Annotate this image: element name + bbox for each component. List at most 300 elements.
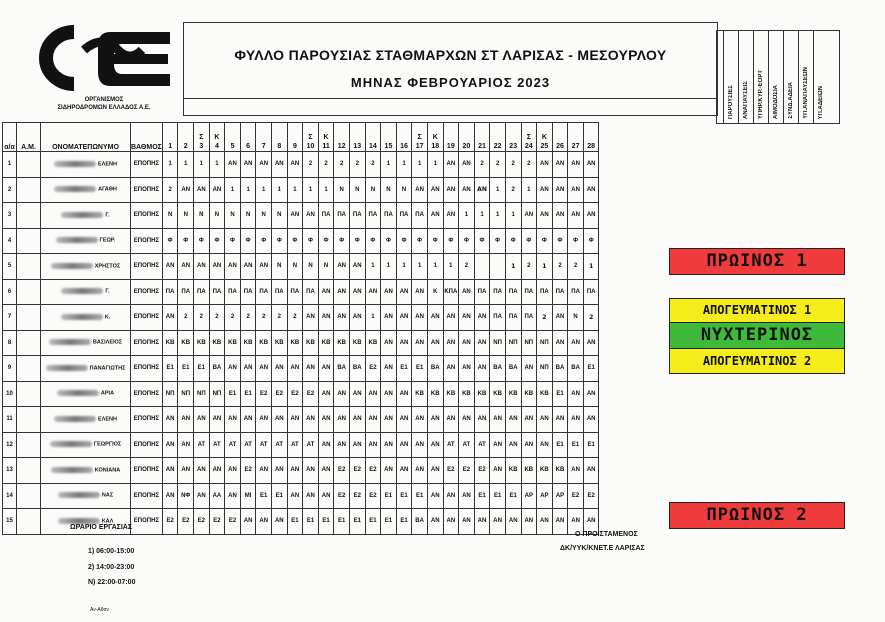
shift-cell: ΑΤ	[225, 432, 241, 458]
shift-cell: ΑΝ	[256, 356, 272, 382]
summary-col-label: ΥΠΗΡ.ΚΥΡ.-ΕΟΡΤ	[758, 69, 764, 119]
col-header-day	[505, 123, 521, 152]
shift-cell: ΚΒ	[178, 330, 194, 356]
shift-cell: ΑΝ	[412, 305, 428, 331]
shift-cell: ΑΝ	[412, 458, 428, 484]
shift-cell: ΠΑ	[381, 203, 397, 229]
shift-cell: Ν	[178, 203, 194, 229]
shift-cell: ΑΝ	[272, 152, 288, 178]
shift-cell: ΒΑ	[209, 356, 225, 382]
shift-cell: ΑΤ	[459, 432, 475, 458]
shift-cell: ΑΝ	[303, 458, 319, 484]
sheet-title: ΦΥΛΛΟ ΠΑΡΟΥΣΙΑΣ ΣΤΑΘΜΑΡΧΩΝ ΣΤ ΛΑΡΙΣΑΣ - ΜΕΣΟΥΡΛΟΥ	[234, 47, 667, 63]
redacted-name-blur	[46, 365, 88, 371]
day-number: 23	[509, 143, 518, 150]
shift-cell: ΒΑ	[490, 356, 506, 382]
shift-cell: Ε2	[303, 381, 319, 407]
shift-cell: 1	[490, 177, 506, 203]
shift-cell: Ε1	[474, 483, 490, 509]
ose-logo-icon	[22, 24, 172, 92]
shift-cell: ΑΝ	[240, 356, 256, 382]
shift-cell: ΑΝ	[256, 152, 272, 178]
shift-cell: ΑΝ	[412, 432, 428, 458]
shift-cell: 1	[583, 254, 599, 280]
shift-cell: ΑΝ	[568, 458, 584, 484]
redacted-name-blur	[61, 314, 103, 320]
shift-cell: ΑΝ	[427, 483, 443, 509]
shift-cell: ΑΡ	[552, 483, 568, 509]
shift-cell: 2	[537, 305, 553, 331]
shift-cell: ΠΑ	[162, 279, 178, 305]
shift-cell: ΚΒ	[490, 381, 506, 407]
shift-cell: Ε1	[303, 509, 319, 535]
shift-cell: ΑΝ	[272, 509, 288, 535]
day-number: 12	[337, 143, 346, 150]
shift-cell: ΑΝ	[381, 279, 397, 305]
shift-cell: ΑΝ	[365, 407, 381, 433]
shift-cell: ΑΝ	[552, 330, 568, 356]
day-number: 28	[587, 143, 596, 150]
table-row	[3, 381, 599, 407]
col-header-day	[412, 123, 428, 152]
hours-shift-1: 1) 06:00-15:00	[88, 548, 135, 555]
row-name	[41, 228, 131, 254]
shift-cell: ΑΝ	[552, 305, 568, 331]
shift-cell: ΚΒ	[521, 458, 537, 484]
shift-cell: ΑΝ	[583, 458, 599, 484]
shift-cell: Φ	[412, 228, 428, 254]
shift-cell: Ε1	[412, 483, 428, 509]
shift-cell: ΑΝ	[225, 254, 241, 280]
shift-cell: ΑΝ	[287, 483, 303, 509]
col-header-day	[194, 123, 210, 152]
table-row	[3, 152, 599, 178]
shift-cell: Φ	[194, 228, 210, 254]
shift-cell: 1	[459, 203, 475, 229]
shift-cell: ΑΝ	[272, 356, 288, 382]
shift-cell: ΑΝ	[287, 152, 303, 178]
shift-cell: 1	[194, 152, 210, 178]
row-rank: ΕΠΟΠΗΣ	[131, 152, 163, 178]
day-mark: Σ	[417, 134, 422, 141]
table-row	[3, 483, 599, 509]
table-row	[3, 203, 599, 229]
head-title: Ο ΠΡΟΙΣΤΑΜΕΝΟΣ	[575, 531, 638, 538]
col-header-day	[334, 123, 350, 152]
row-name	[41, 305, 131, 331]
shift-cell: ΑΝ	[396, 407, 412, 433]
shift-cell: Φ	[225, 228, 241, 254]
shift-cell: Ε2	[209, 509, 225, 535]
shift-cell: ΑΝ	[521, 509, 537, 535]
shift-cell: Ε2	[349, 458, 365, 484]
day-number: 3	[199, 143, 204, 150]
row-name-text: ΧΡΗΣΤΟΣ	[94, 263, 121, 270]
shift-cell: ΚΒ	[552, 458, 568, 484]
row-am	[17, 483, 41, 509]
shift-cell: ΑΝ	[474, 305, 490, 331]
shift-cell: Ν	[272, 203, 288, 229]
row-rank: ΕΠΟΠΗΣ	[131, 203, 163, 229]
shift-cell: ΑΝ	[583, 407, 599, 433]
shift-cell: ΑΝ	[194, 483, 210, 509]
shift-cell: Ε1	[552, 432, 568, 458]
shift-cell: ΑΝ	[552, 407, 568, 433]
shift-cell: Ν	[396, 177, 412, 203]
shift-cell: 2	[583, 305, 599, 331]
row-number: 3	[3, 203, 17, 229]
shift-cell: ΑΝ	[178, 432, 194, 458]
row-name	[41, 330, 131, 356]
shift-cell: ΑΝ	[427, 407, 443, 433]
shift-cell: 1	[365, 305, 381, 331]
shift-cell: ΑΝ	[412, 407, 428, 433]
shift-cell: ΒΑ	[427, 356, 443, 382]
shift-cell: ΑΝ	[381, 458, 397, 484]
table-row	[3, 177, 599, 203]
summary-col-label: ΑΙΜΟΔΟΣΙΑ	[773, 85, 779, 119]
shift-cell: ΑΝ	[474, 407, 490, 433]
shift-cell: ΑΝ	[537, 432, 553, 458]
shift-cell: ΑΝ	[443, 203, 459, 229]
shift-cell: ΑΝ	[303, 305, 319, 331]
row-number: 13	[3, 458, 17, 484]
row-name	[41, 381, 131, 407]
shift-cell: Ε1	[381, 483, 397, 509]
row-name-text: ΠΑΝΑΓΙΩΤΗΣ	[89, 365, 126, 372]
day-number: 2	[183, 143, 188, 150]
row-name-text: ΕΛΕΝΗ	[98, 416, 117, 423]
shift-cell: ΑΝ	[334, 254, 350, 280]
redacted-name-blur	[61, 212, 103, 218]
shift-cell: 2	[349, 152, 365, 178]
shift-cell: ΑΝ	[225, 152, 241, 178]
shift-cell: ΑΝ	[381, 381, 397, 407]
shift-cell: ΑΝ	[381, 432, 397, 458]
shift-cell: Φ	[209, 228, 225, 254]
row-number: 9	[3, 356, 17, 382]
row-name-text: ΑΓΑΘΗ	[98, 187, 117, 194]
summary-header	[716, 30, 840, 124]
shift-cell: Φ	[365, 228, 381, 254]
shift-cell: 1	[240, 177, 256, 203]
shift-cell: ΑΤ	[256, 432, 272, 458]
shift-cell: 1	[365, 254, 381, 280]
shift-cell: ΑΝ	[568, 152, 584, 178]
shift-cell: ΑΝ	[490, 509, 506, 535]
head-department: ΔΚ/ΥΥΚ/ΚΝΕΤ.Ε ΛΑΡΙΣΑΣ	[560, 545, 645, 552]
shift-cell: Ε1	[365, 509, 381, 535]
shift-cell: Ε2	[194, 509, 210, 535]
col-header-day	[349, 123, 365, 152]
shift-cell: Ν	[349, 177, 365, 203]
shift-cell: ΠΑ	[412, 203, 428, 229]
shift-cell: ΒΑ	[505, 356, 521, 382]
day-number: 8	[277, 143, 282, 150]
shift-cell: ΠΑ	[178, 279, 194, 305]
shift-cell: ΑΝ	[396, 458, 412, 484]
shift-cell: Φ	[521, 228, 537, 254]
redacted-name-blur	[49, 339, 91, 345]
summary-col	[798, 31, 814, 123]
shift-cell: ΑΝ	[521, 356, 537, 382]
shift-cell: ΑΝ	[334, 279, 350, 305]
summary-col-label: ΥΠ.ΑΝΑΠΑΥΣΕΩΝ	[803, 67, 809, 119]
row-number: 8	[3, 330, 17, 356]
row-name	[41, 483, 131, 509]
shift-cell: ΑΝ	[412, 177, 428, 203]
shift-cell: ΜΙ	[240, 483, 256, 509]
shift-cell: ΑΤ	[443, 432, 459, 458]
row-rank: ΕΠΟΠΗΣ	[131, 381, 163, 407]
col-header-day	[537, 123, 553, 152]
shift-cell: ΝΠ	[490, 330, 506, 356]
day-number: 25	[540, 143, 549, 150]
hours-title: ΩΡΑΡΙΟ ΕΡΓΑΣΙΑΣ	[70, 524, 133, 531]
shift-cell: 1	[225, 177, 241, 203]
shift-cell: Φ	[396, 228, 412, 254]
shift-cell: ΑΝ	[583, 152, 599, 178]
row-number: 14	[3, 483, 17, 509]
shift-cell: ΠΑ	[287, 279, 303, 305]
shift-cell: ΑΑ	[209, 483, 225, 509]
redacted-name-blur	[51, 467, 93, 473]
row-name-text: ΕΛΕΝΗ	[98, 161, 117, 168]
day-mark: Σ	[308, 134, 313, 141]
shift-cell: ΑΝ	[490, 458, 506, 484]
shift-cell: ΑΝ	[474, 177, 490, 203]
shift-cell: 1	[521, 177, 537, 203]
row-number: 4	[3, 228, 17, 254]
shift-cell: Φ	[272, 228, 288, 254]
shift-cell: Ε1	[225, 381, 241, 407]
shift-cell: 1	[381, 254, 397, 280]
shift-cell: ΑΝ	[583, 177, 599, 203]
shift-cell: ΑΝ	[334, 432, 350, 458]
col-header-day	[427, 123, 443, 152]
day-number: 27	[571, 143, 580, 150]
shift-cell: ΑΝ	[349, 407, 365, 433]
row-am	[17, 381, 41, 407]
shift-cell: Ε1	[552, 381, 568, 407]
row-rank: ΕΠΟΠΗΣ	[131, 254, 163, 280]
shift-cell: ΑΝ	[303, 203, 319, 229]
shift-cell: ΝΠ	[178, 381, 194, 407]
shift-cell: Φ	[256, 228, 272, 254]
shift-cell: ΑΝ	[459, 356, 475, 382]
shift-cell: ΑΝ	[256, 254, 272, 280]
shift-cell: 1	[412, 254, 428, 280]
day-number: 20	[462, 143, 471, 150]
org-line1: ΟΡΓΑΝΙΣΜΟΣ	[84, 97, 124, 103]
shift-cell: ΑΝ	[365, 381, 381, 407]
redacted-name-blur	[50, 441, 92, 447]
shift-cell: ΑΝ	[583, 381, 599, 407]
row-am	[17, 203, 41, 229]
shift-cell: Ε2	[178, 509, 194, 535]
shift-cell: Φ	[287, 228, 303, 254]
shift-cell: 2	[334, 152, 350, 178]
shift-cell: ΑΝ	[162, 432, 178, 458]
shift-cell: ΑΝ	[427, 203, 443, 229]
shift-cell: ΑΝ	[537, 509, 553, 535]
shift-label-morning1: ΠΡΩΙΝΟΣ 1	[669, 248, 845, 275]
shift-cell: Φ	[178, 228, 194, 254]
shift-cell: 1	[396, 254, 412, 280]
shift-cell: ΑΝ	[474, 330, 490, 356]
shift-cell: ΠΑ	[396, 203, 412, 229]
shift-cell: ΒΑ	[412, 509, 428, 535]
shift-cell: ΚΒ	[349, 330, 365, 356]
row-number: 7	[3, 305, 17, 331]
shift-cell: ΠΑ	[568, 279, 584, 305]
shift-cell: ΑΤ	[209, 432, 225, 458]
col-header-day	[256, 123, 272, 152]
summary-col-label: ΣΥΝΔ.ΑΔΕΙΑ	[788, 82, 794, 119]
col-header-rank: ΒΑΘΜΟΣ	[131, 123, 163, 152]
shift-cell: Ε1	[490, 483, 506, 509]
col-header-day	[240, 123, 256, 152]
shift-cell: ΠΑ	[505, 305, 521, 331]
summary-col-label: ΥΠ.ΑΔΕΙΩΝ	[818, 85, 824, 119]
shift-cell: ΑΝ	[194, 458, 210, 484]
shift-cell: 1	[412, 152, 428, 178]
shift-cell: Ε2	[349, 483, 365, 509]
shift-cell: ΚΒ	[537, 381, 553, 407]
shift-cell: Ε2	[365, 356, 381, 382]
row-rank: ΕΠΟΠΗΣ	[131, 305, 163, 331]
shift-cell: Φ	[474, 228, 490, 254]
shift-cell: ΑΝ	[381, 330, 397, 356]
shift-cell: ΑΝ	[552, 177, 568, 203]
row-am	[17, 407, 41, 433]
redacted-name-blur	[57, 390, 99, 396]
day-number: 11	[322, 143, 330, 150]
day-number: 1	[168, 143, 173, 150]
shift-cell: Ν	[272, 254, 288, 280]
shift-cell: 2	[272, 305, 288, 331]
shift-cell: ΑΝ	[568, 509, 584, 535]
shift-cell: 1	[381, 152, 397, 178]
summary-col	[723, 31, 739, 123]
shift-cell: Φ	[459, 228, 475, 254]
row-rank: ΕΠΟΠΗΣ	[131, 228, 163, 254]
shift-cell: ΑΝ	[568, 203, 584, 229]
row-rank: ΕΠΟΠΗΣ	[131, 432, 163, 458]
col-header-day	[474, 123, 490, 152]
shift-cell: ΠΑ	[225, 279, 241, 305]
shift-cell: ΑΝ	[396, 279, 412, 305]
shift-cell: ΑΝ	[209, 458, 225, 484]
shift-cell: ΑΝ	[162, 407, 178, 433]
shift-cell: ΑΝ	[287, 407, 303, 433]
shift-cell: ΑΝ	[318, 279, 334, 305]
shift-cell: ΑΝ	[396, 305, 412, 331]
shift-cell: ΑΝ	[240, 152, 256, 178]
shift-cell: ΑΝ	[583, 203, 599, 229]
shift-cell: 1	[443, 254, 459, 280]
shift-cell: ΑΝ	[381, 305, 397, 331]
shift-cell: Φ	[318, 228, 334, 254]
shift-cell: ΑΝ	[583, 330, 599, 356]
shift-cell: ΑΝ	[194, 254, 210, 280]
day-number: 13	[353, 143, 362, 150]
col-header-day	[459, 123, 475, 152]
shift-cell: 1	[287, 177, 303, 203]
shift-cell: ΑΡ	[537, 483, 553, 509]
row-name-text: Κ.	[104, 314, 111, 321]
shift-cell: ΑΝ	[287, 203, 303, 229]
shift-cell: ΠΑ	[552, 279, 568, 305]
shift-cell: ΚΒ	[474, 381, 490, 407]
table-row	[3, 228, 599, 254]
col-header-am: Α.Μ.	[17, 123, 41, 152]
row-name-text: ΝΑΣ	[101, 493, 114, 500]
shift-cell: ΑΝ	[459, 330, 475, 356]
shift-cell: Ν	[303, 254, 319, 280]
shift-cell: ΑΝ	[162, 305, 178, 331]
shift-cell: ΑΝ	[178, 458, 194, 484]
shift-cell: ΑΝ	[443, 356, 459, 382]
shift-cell: Φ	[552, 228, 568, 254]
shift-cell: ΑΝ	[537, 407, 553, 433]
shift-cell: 2	[178, 305, 194, 331]
shift-cell: Ε1	[396, 509, 412, 535]
shift-cell: ΑΝ	[443, 330, 459, 356]
shift-cell: ΑΝ	[427, 509, 443, 535]
shift-cell: ΠΑ	[521, 279, 537, 305]
shift-cell: Ν	[225, 203, 241, 229]
shift-cell: ΝΠ	[537, 330, 553, 356]
shift-cell: Ν	[162, 203, 178, 229]
shift-cell: Ν	[240, 203, 256, 229]
attendance-table	[2, 122, 599, 535]
row-number: 1	[3, 152, 17, 178]
org-line2: ΣΙΔΗΡΟΔΡΟΜΩΝ ΕΛΛΑΔΟΣ Α.Ε.	[57, 105, 151, 111]
shift-cell: ΑΝ	[443, 152, 459, 178]
shift-cell: ΑΝ	[349, 432, 365, 458]
shift-cell: 2	[490, 152, 506, 178]
shift-cell: ΑΝ	[396, 381, 412, 407]
shift-cell: ΝΠ	[505, 330, 521, 356]
shift-cell: Φ	[240, 228, 256, 254]
shift-cell: ΑΝ	[256, 458, 272, 484]
day-number: 10	[306, 143, 315, 150]
shift-cell: Ν	[568, 305, 584, 331]
shift-cell: Ε2	[256, 381, 272, 407]
shift-cell: ΑΝ	[256, 407, 272, 433]
shift-cell: ΑΝ	[349, 381, 365, 407]
table-row	[3, 407, 599, 433]
shift-cell: 2	[365, 152, 381, 178]
shift-cell: ΑΝ	[568, 381, 584, 407]
col-header-day	[178, 123, 194, 152]
shift-cell: 1	[318, 177, 334, 203]
hours-shift-2: 2) 14:00-23:00	[88, 564, 135, 571]
shift-cell: 2	[521, 254, 537, 280]
row-rank: ΕΠΟΠΗΣ	[131, 279, 163, 305]
day-number: 19	[446, 143, 455, 150]
shift-cell: Ε1	[349, 509, 365, 535]
shift-cell: ΑΝ	[443, 407, 459, 433]
shift-cell: ΑΝ	[318, 381, 334, 407]
redacted-name-blur	[51, 263, 93, 269]
summary-col	[768, 31, 784, 123]
shift-cell: 1	[256, 177, 272, 203]
shift-cell: ΑΝ	[490, 432, 506, 458]
table-row	[3, 356, 599, 382]
shift-cell: Φ	[303, 228, 319, 254]
